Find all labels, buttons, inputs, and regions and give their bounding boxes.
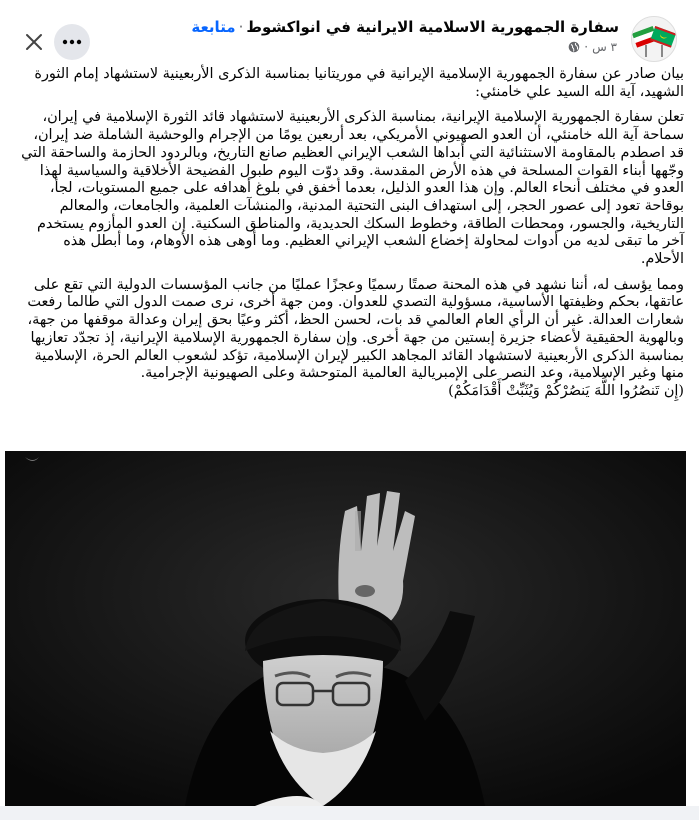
post-photo[interactable] xyxy=(5,451,686,806)
post-text xyxy=(16,66,684,409)
follow-button[interactable]: متابعة xyxy=(191,18,236,36)
close-button[interactable] xyxy=(16,24,52,60)
name-separator: · xyxy=(238,18,244,36)
time-separator: · xyxy=(584,40,589,54)
post-meta xyxy=(568,40,617,54)
iran-mauritania-flags-icon xyxy=(632,17,676,61)
post-paragraph: تعلن سفارة الجمهورية الإسلامية الإيرانية، بمناسبة الذكرى الأربعينية لاستشهاد قائد الثورة الإسلامية في إيران، سماحة آية الله خامنئي، أن العدو الصهيوني الأمريكي، بعد أربعين يومًا من الإجرام والوحشية الشاملة ضد إيران، قد اصطدم بالمقاومة الاستثنائية التي أبداها الشعب الإيراني العظيم صانع التاريخ، وبالردود الحازمة والساحقة التي وجّهها أبناء القوات المسلحة في هذه الأرض المقدسة. وقد دوّت اليوم طبول الفضيحة الأخلاقية والسياسية لهذا العدو في مختلف أنحاء العالم. وإن هذا العدو الذليل، بعدما أخفق في بلوغ أهدافه على جميع المستويات، لجأ، بوقاحة تعود إلى عصور الحجر، إلى استهداف البنى التحتية المدنية، والمنشآت العلمية، والجامعات، والمعالم التاريخية، والجسور، ومحطات الطاقة، وخطوط السكك الحديدية، والمناطق السكنية. إن العدو المأزوم يستخدم آخر ما تبقى لديه من أدوات لمحاولة إخضاع الشعب الإيراني العظيم. وما أوهى هذه الأوهام، وما أبطل هذه الأحلام. xyxy=(21,109,684,268)
post-paragraph: بيان صادر عن سفارة الجمهورية الإسلامية الإيرانية في موريتانيا بمناسبة الذكرى الأربعينية لاستشهاد إمام الثورة الشهيد، آية الله السيد علي خامنئي: xyxy=(34,66,684,100)
page-name[interactable]: سفارة الجمهورية الاسلامية الايرانية في انواكشوط xyxy=(246,18,619,36)
close-icon xyxy=(25,33,43,51)
page-avatar[interactable] xyxy=(631,16,677,62)
cleric-waving-photo xyxy=(5,451,686,806)
post-time[interactable]: ٣ س xyxy=(592,40,617,54)
more-horizontal-icon xyxy=(62,39,82,45)
page-name-row xyxy=(191,18,619,36)
globe-icon xyxy=(568,41,580,53)
post-header xyxy=(0,10,699,62)
more-options-button[interactable] xyxy=(54,24,90,60)
post-footer-divider xyxy=(0,806,699,820)
post-paragraph: ومما يؤسف له، أننا نشهد في هذه المحنة صمتًا رسميًا وعجزًا عمليًا من جانب المؤسسات الدولية التي تقع على عاتقها، بحكم وظيفتها الأساسية، مسؤولية التصدي للعدوان. ومن جهة أخرى، نرى صمت الدول التي طالما رفعت شعارات العدالة. غير أن الرأي العام العالمي قد بات، لحسن الحظ، أكثر وعيًا بحق إيران وعدالة موقفها من جهة، وبالهوية الحقيقية لأعضاء جزيرة إبستين من جهة أخرى. وإن سفارة الجمهورية الإسلامية الإيرانية، إذ تجدّد تعازيها بمناسبة الذكرى الأربعينية لاستشهاد القائد المجاهد الكبير لإيران الإسلامية، تؤكد لشعوب العالم الحرة، الإسلامية منها وغير الإسلامية، وعد النصر على الإمبريالية العالمية المتوحشة وعلى الصهيونية الإجرامية. (إِن تَنصُرُوا اللَّهَ يَنصُرْكُمْ وَيُثَبِّتْ أَقْدَامَكُمْ) xyxy=(27,276,684,399)
